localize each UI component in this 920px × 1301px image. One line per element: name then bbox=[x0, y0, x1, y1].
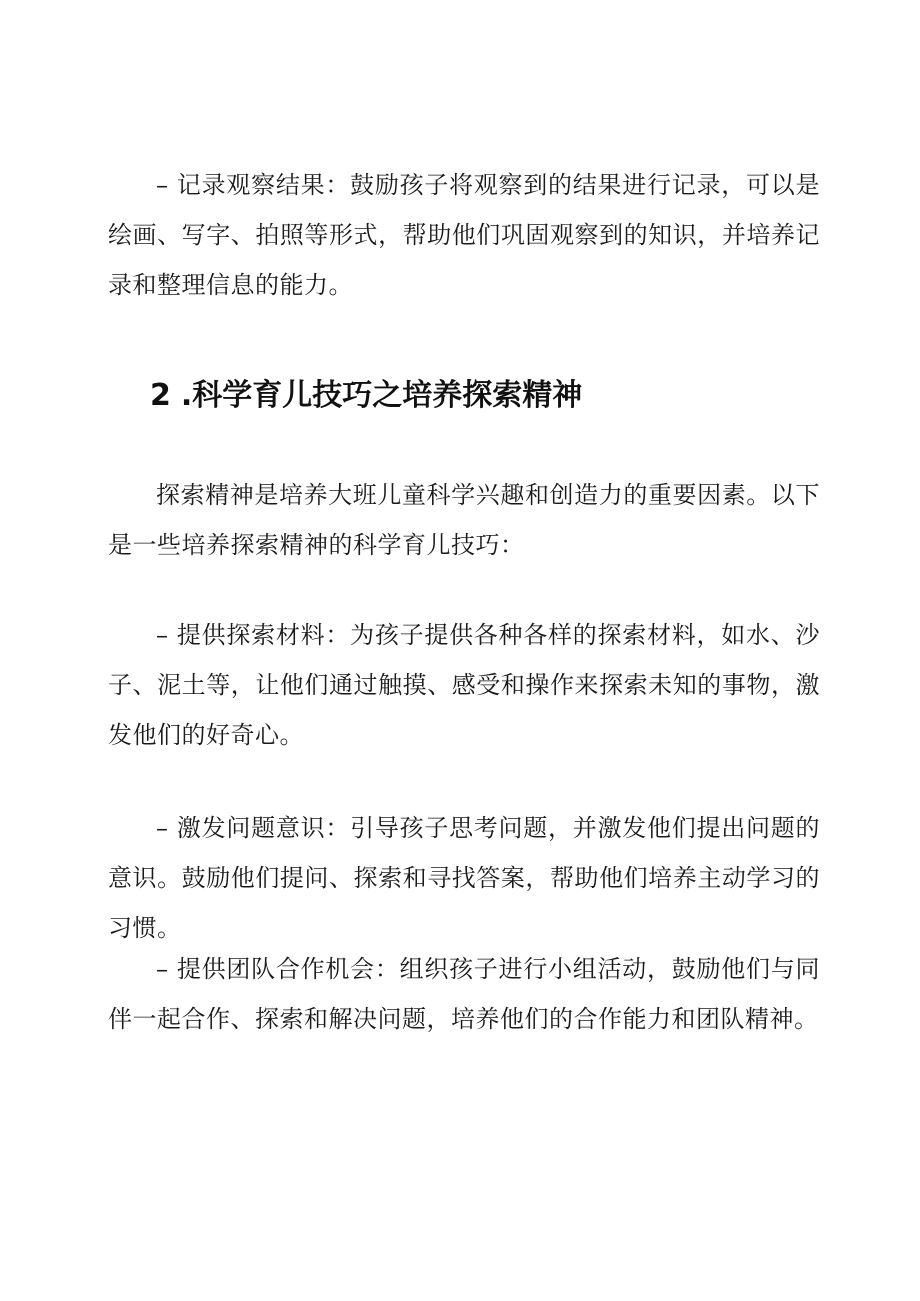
section-number: 2 bbox=[150, 378, 171, 413]
paragraph-intro: 探索精神是培养大班儿童科学兴趣和创造力的重要因素。以下是一些培养探索精神的科学育儿技巧： bbox=[108, 481, 820, 559]
section-title: .科学育儿技巧之培养探索精神 bbox=[180, 378, 583, 413]
paragraph-record-observation: – 记录观察结果：鼓励孩子将观察到的结果进行记录，可以是绘画、写字、拍照等形式，帮助他们巩固观察到的知识，并培养记录和整理信息的能力。 bbox=[108, 171, 820, 299]
paragraph-teamwork: – 提供团队合作机会：组织孩子进行小组活动，鼓励他们与同伴一起合作、探索和解决问题，培养他们的合作能力和团队精神。 bbox=[108, 955, 820, 1033]
paragraph-question-awareness: – 激发问题意识：引导孩子思考问题，并激发他们提出问题的意识。鼓励他们提问、探索和寻找答案，帮助他们培养主动学习的习惯。 bbox=[108, 814, 820, 942]
paragraph-provide-materials: – 提供探索材料：为孩子提供各种各样的探索材料，如水、沙子、泥土等，让他们通过触摸、感受和操作来探索未知的事物，激发他们的好奇心。 bbox=[108, 621, 820, 749]
section-heading bbox=[150, 372, 582, 420]
